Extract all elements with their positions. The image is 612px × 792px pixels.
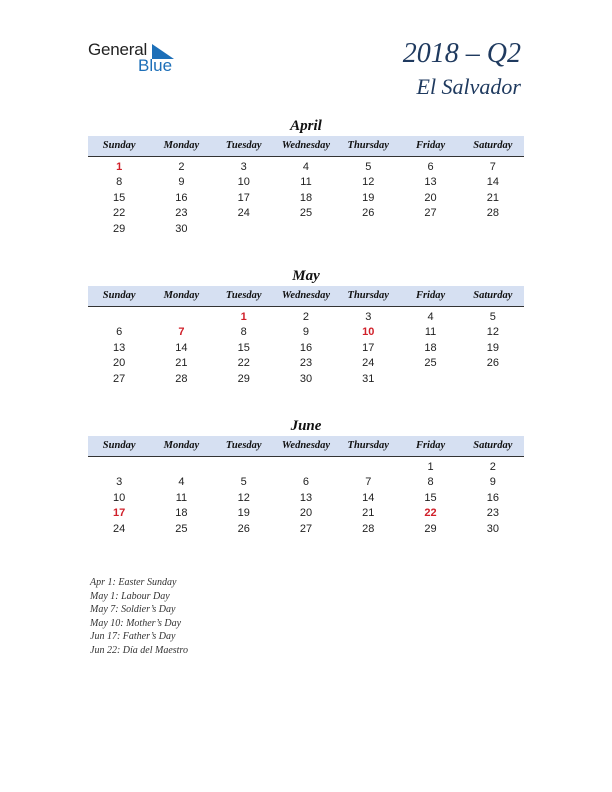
month-june bbox=[88, 416, 524, 537]
month-title: April bbox=[290, 118, 322, 134]
empty-day-cell bbox=[213, 222, 275, 237]
week-row bbox=[88, 175, 524, 190]
day-cell: 8 bbox=[240, 326, 247, 339]
day-cell: 26 bbox=[362, 207, 375, 220]
day-cell: 11 bbox=[300, 176, 312, 189]
day-cell: 3 bbox=[116, 476, 123, 489]
day-cell: 5 bbox=[365, 161, 372, 173]
day-cell: 19 bbox=[362, 191, 375, 204]
week-row bbox=[88, 460, 524, 475]
empty-day-cell bbox=[399, 222, 461, 237]
day-cell: 6 bbox=[116, 326, 123, 339]
day-cell: 31 bbox=[362, 372, 375, 385]
day-cell: 8 bbox=[427, 476, 434, 489]
empty-day-cell bbox=[399, 372, 461, 387]
weekday-label: Saturday bbox=[473, 440, 513, 451]
day-cell: 7 bbox=[365, 476, 372, 489]
day-cell: 30 bbox=[486, 522, 499, 535]
day-cell: 2 bbox=[489, 461, 496, 473]
day-cell: 1 bbox=[116, 161, 123, 173]
day-cell: 12 bbox=[486, 326, 499, 339]
day-cell: 11 bbox=[424, 326, 437, 339]
weekday-label: Thursday bbox=[347, 140, 389, 151]
holiday-note: Apr 1: Easter Sunday bbox=[90, 577, 177, 588]
day-cell: 28 bbox=[175, 372, 188, 385]
day-cell: 8 bbox=[116, 176, 123, 189]
day-cell: 2 bbox=[178, 161, 185, 173]
day-cell: 23 bbox=[175, 207, 188, 220]
day-cell: 16 bbox=[486, 491, 499, 504]
day-cell: 17 bbox=[237, 191, 250, 204]
week-row bbox=[88, 372, 524, 387]
logo-text-general: General bbox=[88, 40, 148, 59]
day-cell: 10 bbox=[362, 326, 375, 339]
day-cell: 19 bbox=[237, 507, 250, 520]
weekday-label: Sunday bbox=[102, 440, 136, 451]
day-cell: 11 bbox=[175, 491, 188, 504]
day-cell: 25 bbox=[299, 207, 313, 220]
day-cell: 21 bbox=[175, 357, 188, 370]
day-cell: 14 bbox=[362, 491, 375, 504]
week-row bbox=[88, 160, 524, 175]
weekday-header bbox=[88, 286, 524, 307]
day-cell: 28 bbox=[362, 522, 375, 535]
weekday-label: Saturday bbox=[473, 140, 513, 151]
day-cell: 20 bbox=[113, 357, 126, 370]
day-cell: 7 bbox=[178, 326, 185, 339]
day-cell: 10 bbox=[237, 176, 250, 189]
day-cell: 22 bbox=[424, 507, 437, 520]
day-cell: 28 bbox=[486, 207, 499, 220]
month-title: May bbox=[292, 268, 320, 284]
day-cell: 6 bbox=[302, 476, 310, 489]
week-row bbox=[88, 506, 524, 521]
day-cell: 1 bbox=[427, 461, 434, 473]
day-cell: 29 bbox=[237, 372, 250, 385]
weekday-label: Wednesday bbox=[281, 140, 331, 151]
logo-text-blue: Blue bbox=[138, 56, 173, 75]
generalblue-logo bbox=[88, 40, 188, 76]
empty-day-cell bbox=[150, 310, 212, 325]
day-cell: 9 bbox=[302, 326, 310, 339]
page-title: 2018 – Q2 bbox=[402, 38, 521, 69]
day-cell: 27 bbox=[113, 372, 126, 385]
day-cell: 29 bbox=[424, 522, 437, 535]
day-cell: 23 bbox=[299, 357, 313, 370]
day-cell: 30 bbox=[175, 222, 188, 235]
day-cell: 22 bbox=[237, 357, 250, 370]
month-title: June bbox=[290, 418, 322, 434]
day-cell: 16 bbox=[175, 191, 188, 204]
day-cell: 2 bbox=[302, 311, 310, 323]
day-cell: 1 bbox=[240, 311, 247, 323]
weekday-label: Friday bbox=[415, 140, 446, 151]
day-cell: 20 bbox=[424, 191, 437, 204]
day-cell: 24 bbox=[362, 357, 375, 370]
week-row bbox=[88, 191, 524, 206]
empty-day-cell bbox=[275, 222, 337, 237]
day-cell: 17 bbox=[113, 507, 126, 520]
day-cell: 18 bbox=[175, 507, 188, 520]
day-cell: 13 bbox=[113, 341, 126, 354]
day-cell: 3 bbox=[240, 161, 247, 173]
day-cell: 14 bbox=[486, 176, 499, 189]
day-cell: 13 bbox=[424, 176, 437, 189]
day-cell: 14 bbox=[175, 341, 188, 354]
day-cell: 30 bbox=[299, 372, 313, 385]
day-cell: 6 bbox=[427, 161, 434, 173]
month-may bbox=[88, 266, 524, 387]
day-cell: 26 bbox=[237, 522, 250, 535]
empty-day-cell bbox=[150, 460, 212, 475]
day-cell: 15 bbox=[424, 491, 437, 504]
week-row bbox=[88, 356, 524, 371]
day-cell: 22 bbox=[113, 207, 126, 220]
week-row bbox=[88, 491, 524, 506]
days-grid bbox=[88, 460, 524, 537]
day-cell: 27 bbox=[424, 207, 437, 220]
day-cell: 23 bbox=[486, 507, 499, 520]
day-cell: 24 bbox=[237, 207, 250, 220]
weekday-label: Friday bbox=[415, 290, 446, 301]
day-cell: 21 bbox=[362, 507, 375, 520]
weekday-label: Sunday bbox=[102, 140, 136, 151]
day-cell: 16 bbox=[299, 341, 313, 354]
week-row bbox=[88, 222, 524, 237]
empty-day-cell bbox=[213, 460, 275, 475]
weekday-header bbox=[88, 136, 524, 157]
empty-day-cell bbox=[462, 222, 524, 237]
weekday-label: Thursday bbox=[347, 440, 389, 451]
country-name: El Salvador bbox=[416, 74, 521, 99]
weekday-label: Tuesday bbox=[225, 290, 262, 301]
day-cell: 7 bbox=[489, 161, 496, 173]
day-cell: 27 bbox=[299, 522, 313, 535]
day-cell: 13 bbox=[299, 491, 313, 504]
weekday-label: Saturday bbox=[473, 290, 513, 301]
day-cell: 25 bbox=[175, 522, 188, 535]
day-cell: 15 bbox=[113, 191, 126, 204]
day-cell: 15 bbox=[237, 341, 250, 354]
week-row bbox=[88, 325, 524, 340]
holiday-note: May 10: Mother’s Day bbox=[90, 617, 182, 629]
weekday-label: Monday bbox=[163, 290, 200, 301]
day-cell: 12 bbox=[362, 176, 375, 189]
month-april bbox=[88, 116, 524, 237]
day-cell: 12 bbox=[237, 491, 250, 504]
empty-day-cell bbox=[88, 460, 150, 475]
weekday-label: Monday bbox=[163, 140, 200, 151]
day-cell: 20 bbox=[299, 507, 313, 520]
day-cell: 9 bbox=[489, 476, 496, 489]
weekday-label: Tuesday bbox=[225, 140, 262, 151]
days-grid bbox=[88, 160, 524, 237]
weekday-label: Sunday bbox=[102, 290, 136, 301]
day-cell: 26 bbox=[486, 357, 499, 370]
day-cell: 18 bbox=[299, 191, 313, 204]
weekday-header bbox=[88, 436, 524, 457]
week-row bbox=[88, 206, 524, 221]
holiday-note: Jun 22: Día del Maestro bbox=[90, 644, 188, 656]
week-row bbox=[88, 341, 524, 356]
empty-day-cell bbox=[88, 310, 150, 325]
day-cell: 9 bbox=[178, 176, 185, 189]
empty-day-cell bbox=[337, 460, 399, 475]
empty-day-cell bbox=[337, 222, 399, 237]
day-cell: 17 bbox=[362, 341, 375, 354]
weekday-label: Thursday bbox=[347, 290, 389, 301]
day-cell: 4 bbox=[427, 311, 434, 323]
empty-day-cell bbox=[462, 372, 524, 387]
holiday-note: May 1: Labour Day bbox=[90, 590, 170, 602]
holiday-note: Jun 17: Father’s Day bbox=[90, 631, 176, 643]
week-row bbox=[88, 475, 524, 490]
day-cell: 25 bbox=[424, 357, 437, 370]
day-cell: 5 bbox=[240, 476, 247, 489]
weekday-label: Wednesday bbox=[281, 440, 331, 451]
weekday-label: Monday bbox=[163, 440, 200, 451]
day-cell: 24 bbox=[113, 522, 126, 535]
day-cell: 18 bbox=[424, 341, 437, 354]
weekday-label: Friday bbox=[415, 440, 446, 451]
weekday-label: Tuesday bbox=[225, 440, 262, 451]
holiday-note: May 7: Soldier’s Day bbox=[90, 604, 176, 616]
day-cell: 4 bbox=[302, 161, 310, 173]
day-cell: 19 bbox=[486, 341, 499, 354]
week-row bbox=[88, 522, 524, 537]
day-cell: 29 bbox=[113, 222, 126, 235]
empty-day-cell bbox=[275, 460, 337, 475]
day-cell: 21 bbox=[486, 191, 499, 204]
week-row bbox=[88, 310, 524, 325]
weekday-label: Wednesday bbox=[281, 290, 331, 301]
days-grid bbox=[88, 310, 524, 387]
day-cell: 3 bbox=[365, 311, 372, 323]
day-cell: 10 bbox=[113, 491, 126, 504]
day-cell: 4 bbox=[178, 476, 185, 489]
day-cell: 5 bbox=[489, 311, 496, 323]
holiday-notes bbox=[90, 576, 188, 658]
